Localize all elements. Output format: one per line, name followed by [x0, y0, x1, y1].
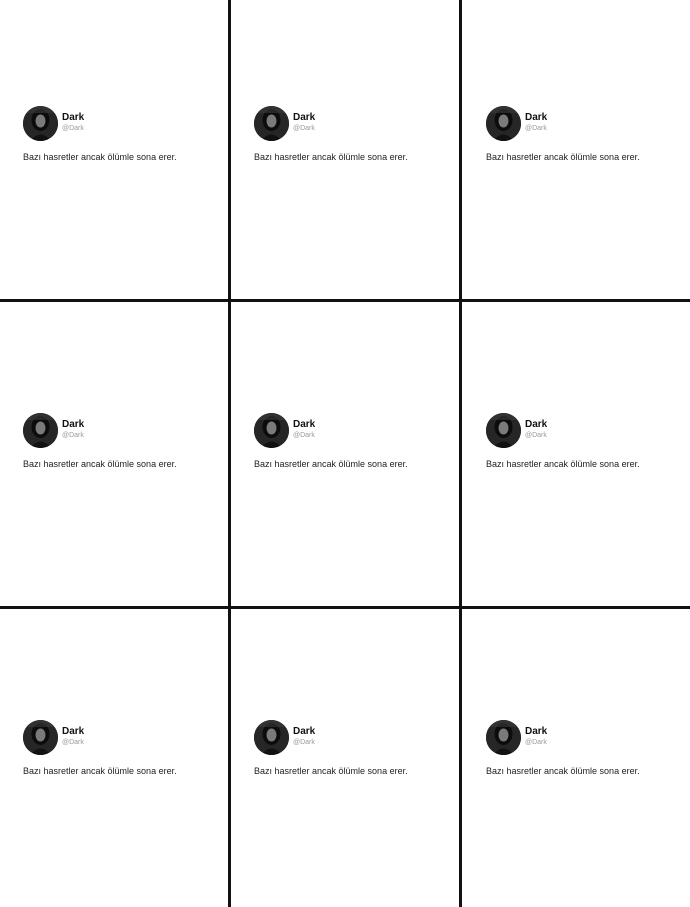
avatar-photo-icon [254, 106, 289, 141]
display-name[interactable]: Dark [293, 419, 316, 430]
tweet-card [254, 106, 454, 176]
avatar[interactable] [486, 106, 521, 141]
tweet-text: Bazı hasretler ancak ölümle sona erer. [254, 459, 408, 469]
tweet-card [23, 720, 223, 790]
user-handle[interactable]: @Dark [293, 125, 315, 132]
avatar[interactable] [254, 106, 289, 141]
user-handle[interactable]: @Dark [293, 432, 315, 439]
display-name[interactable]: Dark [293, 726, 316, 737]
avatar[interactable] [254, 413, 289, 448]
tweet-text: Bazı hasretler ancak ölümle sona erer. [486, 152, 640, 162]
user-handle[interactable]: @Dark [62, 125, 84, 132]
tweet-text: Bazı hasretler ancak ölümle sona erer. [254, 152, 408, 162]
display-name[interactable]: Dark [62, 726, 85, 737]
display-name[interactable]: Dark [525, 112, 548, 123]
avatar[interactable] [23, 413, 58, 448]
tweet-text: Bazı hasretler ancak ölümle sona erer. [23, 766, 177, 776]
tweet-card [486, 106, 686, 176]
display-name[interactable]: Dark [293, 112, 316, 123]
grid-divider-vertical [459, 0, 462, 907]
avatar[interactable] [23, 720, 58, 755]
user-handle[interactable]: @Dark [525, 739, 547, 746]
avatar-photo-icon [23, 720, 58, 755]
user-handle[interactable]: @Dark [293, 739, 315, 746]
avatar-photo-icon [23, 106, 58, 141]
grid-divider-vertical [228, 0, 231, 907]
tweet-text: Bazı hasretler ancak ölümle sona erer. [486, 766, 640, 776]
tweet-card [254, 720, 454, 790]
tweet-card [486, 720, 686, 790]
avatar[interactable] [486, 413, 521, 448]
display-name[interactable]: Dark [62, 112, 85, 123]
avatar-photo-icon [254, 413, 289, 448]
user-handle[interactable]: @Dark [525, 125, 547, 132]
avatar[interactable] [23, 106, 58, 141]
user-handle[interactable]: @Dark [62, 739, 84, 746]
avatar-photo-icon [486, 106, 521, 141]
avatar-photo-icon [23, 413, 58, 448]
user-handle[interactable]: @Dark [62, 432, 84, 439]
tweet-text: Bazı hasretler ancak ölümle sona erer. [254, 766, 408, 776]
avatar-photo-icon [254, 720, 289, 755]
display-name[interactable]: Dark [525, 726, 548, 737]
tweet-card [486, 413, 686, 483]
display-name[interactable]: Dark [62, 419, 85, 430]
tweet-card [23, 413, 223, 483]
grid-divider-horizontal [0, 606, 690, 609]
tweet-card [23, 106, 223, 176]
user-handle[interactable]: @Dark [525, 432, 547, 439]
grid-divider-horizontal [0, 299, 690, 302]
tweet-text: Bazı hasretler ancak ölümle sona erer. [486, 459, 640, 469]
avatar-photo-icon [486, 720, 521, 755]
avatar[interactable] [486, 720, 521, 755]
tweet-card [254, 413, 454, 483]
avatar[interactable] [254, 720, 289, 755]
avatar-photo-icon [486, 413, 521, 448]
tweet-text: Bazı hasretler ancak ölümle sona erer. [23, 152, 177, 162]
display-name[interactable]: Dark [525, 419, 548, 430]
tweet-text: Bazı hasretler ancak ölümle sona erer. [23, 459, 177, 469]
